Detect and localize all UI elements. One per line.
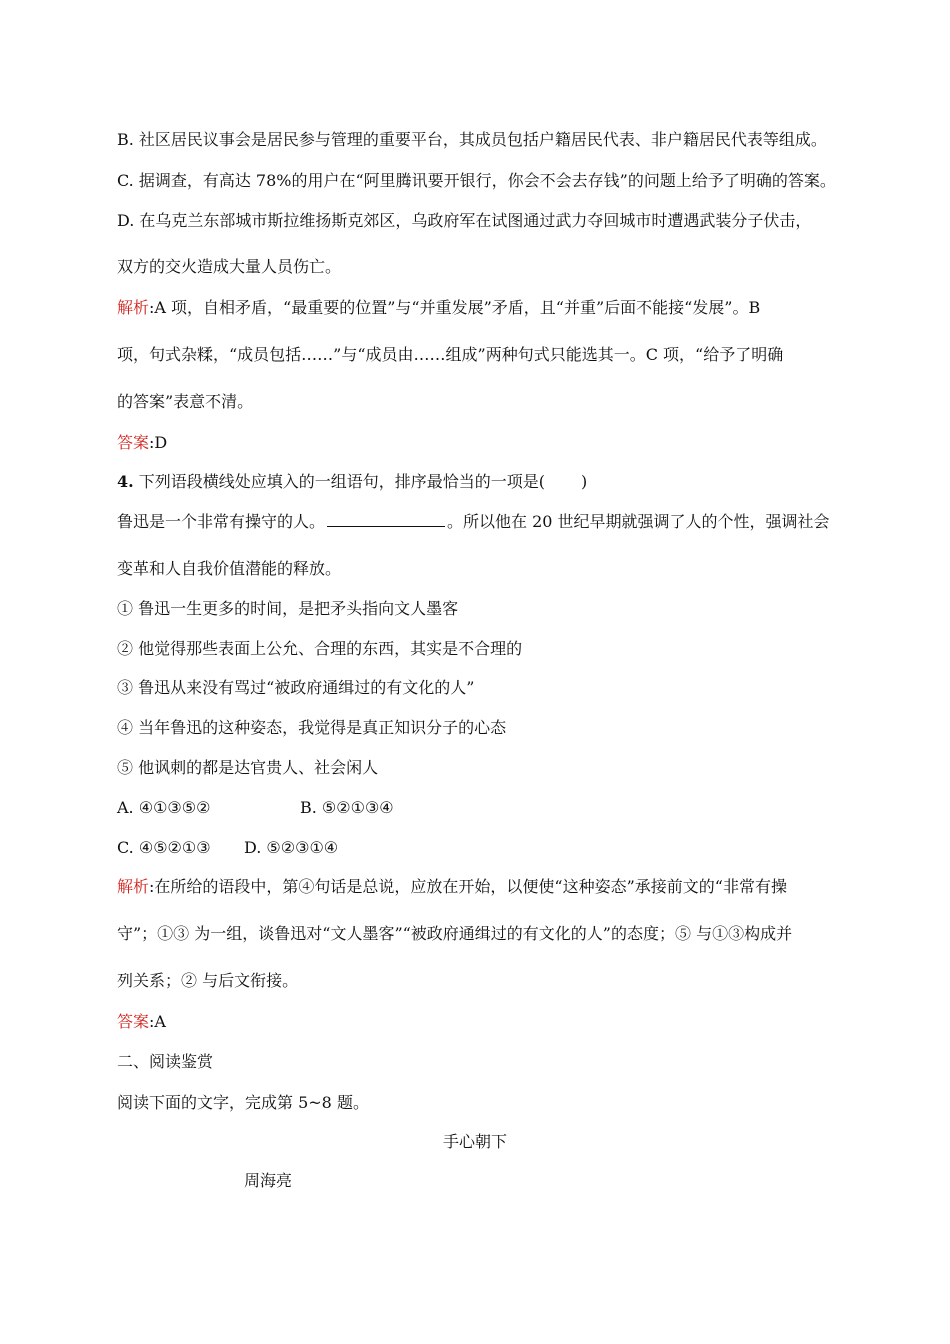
q4-passage-line1 [117, 511, 830, 533]
answer-value: :D [149, 433, 168, 452]
answer-label: 答案 [117, 1012, 150, 1031]
q4-item-1: ① 鲁迅一生更多的时间，是把矛头指向文人墨客 [117, 599, 459, 618]
q4-option-d: D. ⑤②③①④ [244, 838, 339, 857]
q4-analysis-line2: 守”；①③ 为一组，谈鲁迅对“文人墨客”“被政府通缉过的有文化的人”的态度；⑤ 与①③构成并 [117, 924, 793, 943]
q4-item-5: ⑤ 他讽刺的都是达官贵人、社会闲人 [117, 758, 379, 777]
passage-part-b: 。所以他在 20 世纪早期就强调了人的个性，强调社会 [447, 512, 830, 531]
reading-instruction: 阅读下面的文字，完成第 5~8 题。 [117, 1093, 369, 1112]
q4-stem-text: 下列语段横线处应填入的一组语句，排序最恰当的一项是( [133, 472, 546, 491]
q3-option-b: B. 社区居民议事会是居民参与管理的重要平台，其成员包括户籍居民代表、非户籍居民代表等组成。 [117, 130, 827, 149]
q3-analysis-line2: 项，句式杂糅，“成员包括……”与“成员由……组成”两种句式只能选其一。C 项，“给予了明确 [117, 345, 784, 364]
q4-item-4: ④ 当年鲁迅的这种姿态，我觉得是真正知识分子的心态 [117, 718, 507, 737]
q4-number: 4. [117, 472, 134, 491]
q3-analysis-line1 [117, 297, 760, 319]
analysis-label: 解析 [117, 877, 150, 896]
answer-value: :A [149, 1012, 166, 1031]
q3-option-d-line1: D. 在乌克兰东部城市斯拉维扬斯克郊区，乌政府军在试图通过武力夺回城市时遭遇武装分子伏击， [117, 211, 812, 230]
q4-stem [117, 471, 587, 493]
article-author: 周海亮 [244, 1171, 293, 1190]
q4-passage-line2: 变革和人自我价值潜能的释放。 [117, 559, 342, 578]
q3-answer [117, 432, 167, 454]
q4-answer [117, 1011, 166, 1033]
q4-stem-end: ) [581, 472, 588, 491]
q4-option-b: B. ⑤②①③④ [300, 798, 394, 817]
q4-option-a: A. ④①③⑤② [117, 798, 211, 817]
q4-option-c: C. ④⑤②①③ [117, 838, 211, 857]
q3-option-d-line2: 双方的交火造成大量人员伤亡。 [117, 257, 342, 276]
analysis-label: 解析 [117, 298, 150, 317]
q4-analysis-line1 [117, 876, 787, 898]
section-heading: 二、阅读鉴赏 [117, 1052, 214, 1071]
q3-analysis-line3: 的答案”表意不清。 [117, 392, 254, 411]
analysis-text: :在所给的语段中，第④句话是总说，应放在开始，以便使“这种姿态”承接前文的“非常有操 [149, 877, 787, 896]
analysis-text: :A 项，自相矛盾，“最重要的位置”与“并重发展”矛盾，且“并重”后面不能接“发展”。B [149, 298, 761, 317]
q4-item-2: ② 他觉得那些表面上公允、合理的东西，其实是不合理的 [117, 639, 523, 658]
answer-label: 答案 [117, 433, 150, 452]
answer-blank[interactable] [327, 512, 445, 527]
article-title: 手心朝下 [442, 1132, 507, 1151]
q4-analysis-line3: 列关系；② 与后文衔接。 [117, 971, 299, 990]
q3-option-c: C. 据调查，有高达 78%的用户在“阿里腾讯要开银行，你会不会去存钱”的问题上给予了明确的答案。 [117, 171, 836, 190]
passage-part-a: 鲁迅是一个非常有操守的人。 [117, 512, 326, 531]
q4-item-3: ③ 鲁迅从来没有骂过“被政府通缉过的有文化的人” [117, 678, 475, 697]
